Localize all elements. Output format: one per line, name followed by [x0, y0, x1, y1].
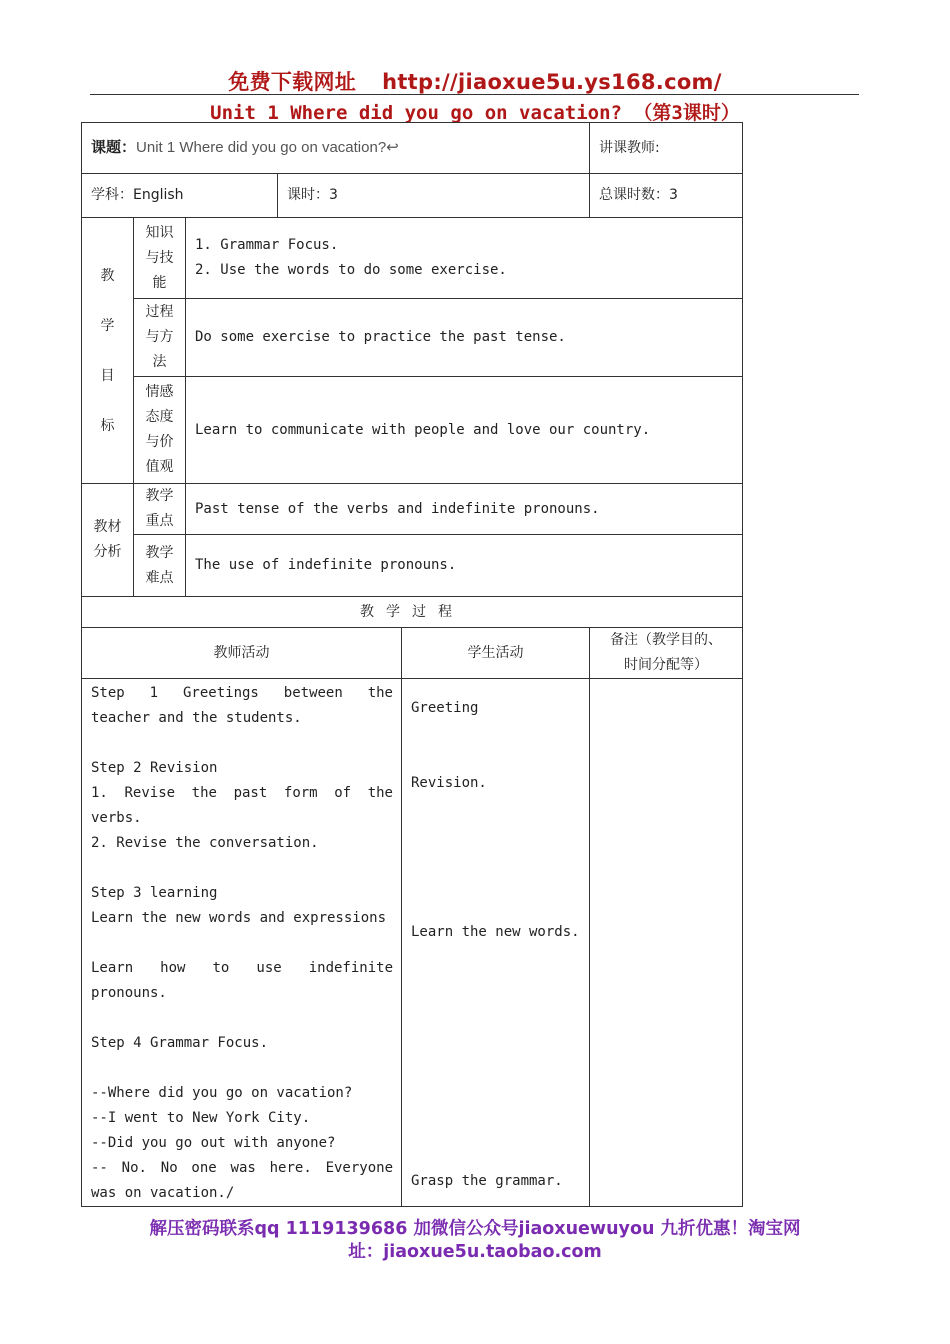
- student-activity-header: 学生活动: [402, 628, 590, 679]
- objective-line: 2. Use the words to do some exercise.: [195, 262, 507, 278]
- topic-cell: [82, 123, 590, 174]
- label-line: 过程: [145, 304, 174, 320]
- label-line: 分析: [93, 544, 122, 560]
- step-3-line: Learn how to use indefinite pronouns.: [91, 960, 393, 1001]
- spacer: [91, 1006, 393, 1031]
- label-line: 能: [152, 274, 167, 291]
- objectives-char: 目: [100, 367, 115, 384]
- objective-content-knowledge: [186, 218, 743, 299]
- label-line: 值观: [145, 459, 174, 475]
- label-line: 与技: [145, 249, 174, 266]
- label-line: 情感: [145, 384, 174, 400]
- objective-row-process: [82, 299, 743, 377]
- note-header-line: 备注（教学目的、: [610, 632, 723, 648]
- process-header-row: [82, 628, 743, 679]
- label-line: 难点: [145, 569, 174, 586]
- analysis-row-difficult: [82, 535, 743, 597]
- note-header: [590, 628, 743, 679]
- label-line: 教学: [145, 544, 174, 561]
- period-cell: 课时：3: [278, 174, 590, 218]
- step-1: Step 1 Greetings between the teacher and the students.: [91, 685, 393, 726]
- student-greeting: Greeting: [411, 700, 479, 716]
- topic-value: Unit 1 Where did you go on vacation?↩: [136, 139, 399, 156]
- analysis-side-label: [82, 484, 134, 597]
- site-label: 免费下载网址: [228, 70, 357, 94]
- spacer: [91, 856, 393, 881]
- objective-row-attitude: [82, 377, 743, 484]
- objective-content-attitude: [186, 377, 743, 484]
- step-2-item: 1. Revise the past form of the verbs.: [91, 785, 393, 826]
- process-body-row: [82, 679, 743, 1207]
- spacer: [91, 1056, 393, 1081]
- step-3-line: Learn the new words and expressions: [91, 910, 387, 926]
- student-learn: Learn the new words.: [411, 924, 580, 940]
- spacer: [91, 731, 393, 756]
- teacher-activity-cell: [82, 679, 402, 1207]
- site-url[interactable]: http://jiaoxue5u.ys168.com/: [382, 70, 722, 94]
- label-line: 知识: [145, 224, 174, 241]
- objective-label-attitude: [134, 377, 186, 484]
- dialog-line: --Where did you go on vacation?: [91, 1085, 353, 1101]
- objectives-char: 学: [100, 317, 115, 334]
- footer-line-2[interactable]: 址：jiaoxue5u.taobao.com: [348, 1242, 602, 1262]
- analysis-label-difficult: [134, 535, 186, 597]
- step-3-title: Step 3 learning: [91, 885, 218, 901]
- label-line: 态度: [145, 409, 174, 425]
- objective-line: Do some exercise to practice the past tense.: [195, 329, 566, 345]
- subject-cell: 学科：English: [82, 174, 278, 218]
- process-title-row: [82, 597, 743, 628]
- lesson-plan-table: [81, 122, 743, 1207]
- label-line: 与方: [145, 329, 174, 345]
- objective-line: 1. Grammar Focus.: [195, 237, 339, 253]
- analysis-row-key: [82, 484, 743, 535]
- dialog-line: --I went to New York City.: [91, 1110, 311, 1126]
- teacher-label: 讲课教师:: [599, 139, 660, 156]
- total-periods-cell: 总课时数：3: [590, 174, 743, 218]
- label-line: 法: [152, 354, 167, 370]
- objective-content-process: [186, 299, 743, 377]
- analysis-label-key: [134, 484, 186, 535]
- objectives-char: 标: [100, 417, 115, 434]
- student-revision: Revision.: [411, 775, 487, 791]
- objective-label-knowledge: [134, 218, 186, 299]
- analysis-content-key: Past tense of the verbs and indefinite pronouns.: [186, 484, 743, 535]
- subject-row: [82, 174, 743, 218]
- analysis-content-difficult: The use of indefinite pronouns.: [186, 535, 743, 597]
- document-title: Unit 1 Where did you go on vacation? （第3课时）: [210, 102, 740, 124]
- objective-line: Learn to communicate with people and love our country.: [195, 421, 651, 438]
- student-activity-cell: [402, 679, 590, 1207]
- step-4-title: Step 4 Grammar Focus.: [91, 1035, 269, 1051]
- step-2-title: Step 2 Revision: [91, 760, 218, 776]
- teacher-activity-header: 教师活动: [82, 628, 402, 679]
- objective-row-knowledge: [82, 218, 743, 299]
- label-line: 教材: [93, 519, 122, 535]
- label-line: 与价: [145, 434, 174, 450]
- spacer: [91, 931, 393, 956]
- process-title: 教学过程: [82, 597, 743, 628]
- label-line: 教学: [145, 488, 174, 504]
- dialog-line: --Did you go out with anyone?: [91, 1135, 336, 1151]
- topic-row: [82, 123, 743, 174]
- objectives-char: 教: [100, 267, 115, 284]
- dialog-line: -- No. No one was here. Everyone was on vacation./: [91, 1160, 393, 1201]
- label-line: 重点: [145, 513, 174, 529]
- footer-line-1: 解压密码联系qq 1119139686 加微信公众号jiaoxuewuyou 九折优惠！淘宝网: [149, 1219, 801, 1239]
- note-cell: [590, 679, 743, 1207]
- step-2-item: 2. Revise the conversation.: [91, 835, 319, 851]
- objective-label-process: [134, 299, 186, 377]
- header-rule: [90, 94, 859, 95]
- footer-promo: [80, 1218, 870, 1264]
- teacher-cell: [590, 123, 743, 174]
- objectives-side-label: [82, 218, 134, 484]
- student-grasp: Grasp the grammar.: [411, 1173, 563, 1189]
- site-header: [0, 66, 950, 96]
- note-header-line: 时间分配等）: [624, 657, 709, 673]
- topic-label: 课题：: [91, 138, 137, 156]
